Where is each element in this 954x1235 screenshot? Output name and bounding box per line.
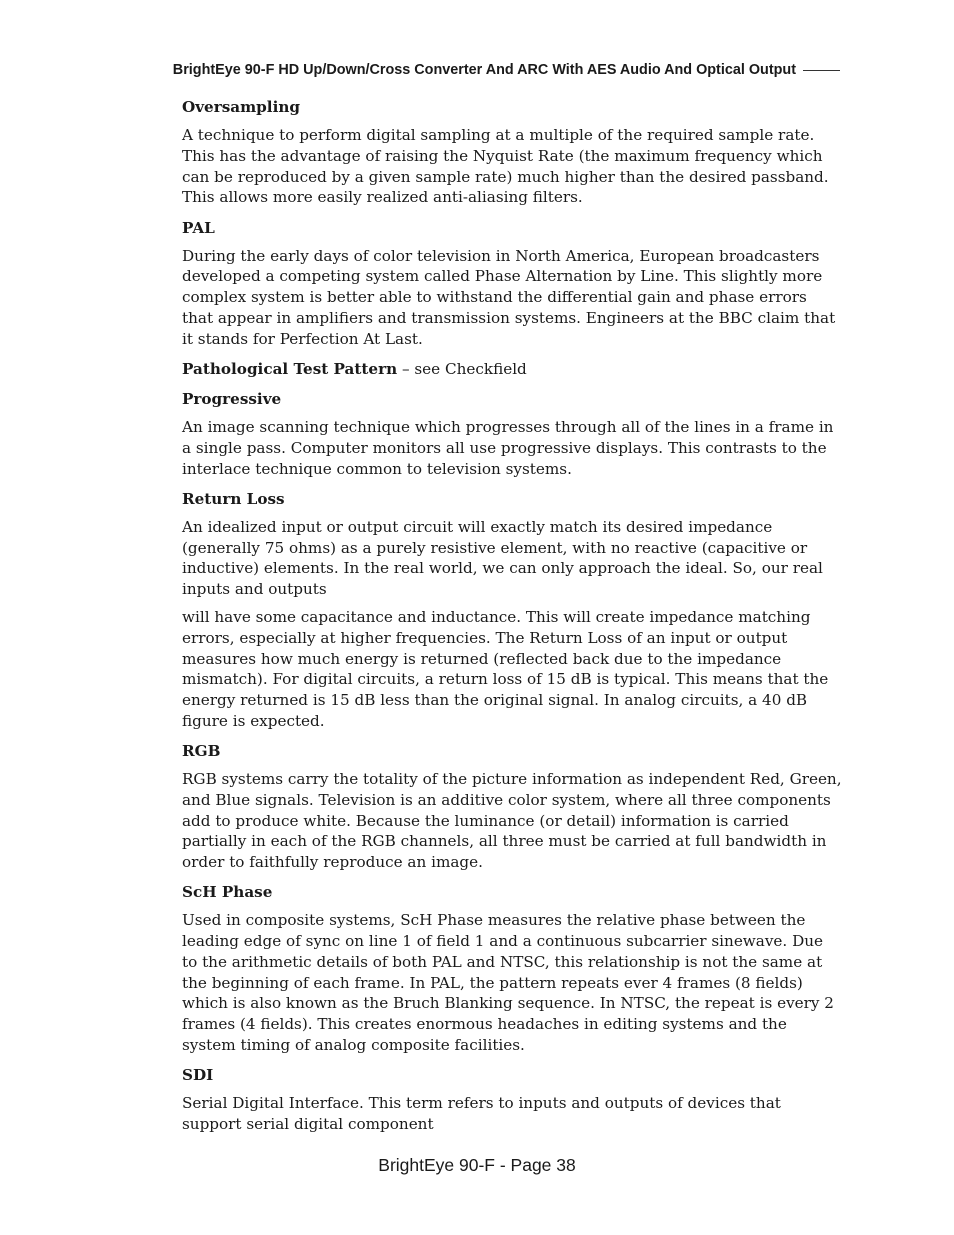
term-definition: Used in composite systems, ScH Phase measures the relative phase between the leading edge of sync on line 1 of field 1 and a continuous subcarrier sinewave. Due to the arithmetic details of both PAL and NTSC, this relationship is not the same at the beginning of each frame. In PAL, the pattern repeats ever 4 frames (8 fields) which is also known as the Bruch Blanking sequence. In NTSC, the repeat is every 2 frames (4 fields). This creates enormous headaches in editing systems and the system timing of analog composite facilities. — [182, 911, 834, 1054]
term-heading: Return Loss — [182, 489, 285, 508]
running-header — [0, 61, 954, 79]
glossary-entry-sch-phase — [182, 880, 842, 1055]
term-definition: RGB systems carry the totality of the picture information as independent Red, Green, and Blue signals. Television is an additive color system, where all three components add to produce white. Because the luminance (or detail) information is carried partially in each of the RGB channels, all three must be carried at full bandwidth in order to faithfully reproduce an image. — [182, 770, 842, 871]
glossary-entry-pal — [182, 216, 842, 350]
term-definition: An image scanning technique which progresses through all of the lines in a frame in a single pass. Computer monitors all use progressive displays. This contrasts to the interlace technique common to television systems. — [182, 418, 834, 478]
glossary-entry-sdi — [182, 1063, 842, 1135]
term-definition: Serial Digital Interface. This term refers to inputs and outputs of devices that support serial digital component — [182, 1094, 781, 1133]
glossary-entry-oversampling — [182, 95, 842, 208]
term-heading: SDI — [182, 1065, 214, 1084]
term-heading: RGB — [182, 741, 221, 760]
term-heading: Progressive — [182, 389, 282, 408]
header-rule — [803, 70, 840, 71]
term-definition: During the early days of color television in North America, European broadcasters developed a competing system called Phase Alternation by Line. This slightly more complex system is better able to withstand the differential gain and phase errors that appear in amplifiers and transmission systems. Engineers at the BBC claim that it stands for Perfection At Last. — [182, 246, 836, 348]
glossary-content — [182, 95, 842, 1142]
term-inline-definition: – see Checkfield — [397, 359, 527, 378]
glossary-entry-pathological-test-pattern — [182, 357, 842, 380]
term-definition: An idealized input or output circuit will exactly match its desired impedance (generally 75 ohms) as a purely resistive element, with no reactive (capacitive or inductive) elements. In the real world, we can only approach the ideal. So, our real inputs and outputs — [182, 517, 823, 599]
glossary-entry-rgb — [182, 739, 842, 873]
glossary-entry-return-loss — [182, 487, 842, 732]
glossary-entry-progressive — [182, 387, 842, 479]
running-header-title: BrightEye 90-F HD Up/Down/Cross Converter And ARC With AES Audio And Optical Output — [172, 62, 796, 78]
term-heading: Oversampling — [182, 98, 300, 116]
term-heading: ScH Phase — [182, 883, 273, 902]
term-definition: A technique to perform digital sampling at a multiple of the required sample rate. This has the advantage of raising the Nyquist Rate (the maximum frequency which can be reproduced by a given sample rate) much higher than the desired passband. This allows more easily realized anti-aliasing filters. — [182, 126, 829, 207]
term-heading-label: Pathological Test Pattern — [182, 359, 398, 378]
term-heading: PAL — [182, 218, 215, 237]
page-footer: BrightEye 90-F - Page 38 — [378, 1155, 576, 1175]
term-heading-with-inline-definition — [182, 357, 842, 380]
term-definition-continued: will have some capacitance and inductance. This will create impedance matching errors, especially at higher frequencies. The Return Loss of an input or output measures how much energy is returned (reflected back due to the impedance mismatch). For digital circuits, a return loss of 15 dB is typical. This means that the energy returned is 15 dB less than the original signal. In analog circuits, a 40 dB figure is expected. — [182, 608, 829, 730]
